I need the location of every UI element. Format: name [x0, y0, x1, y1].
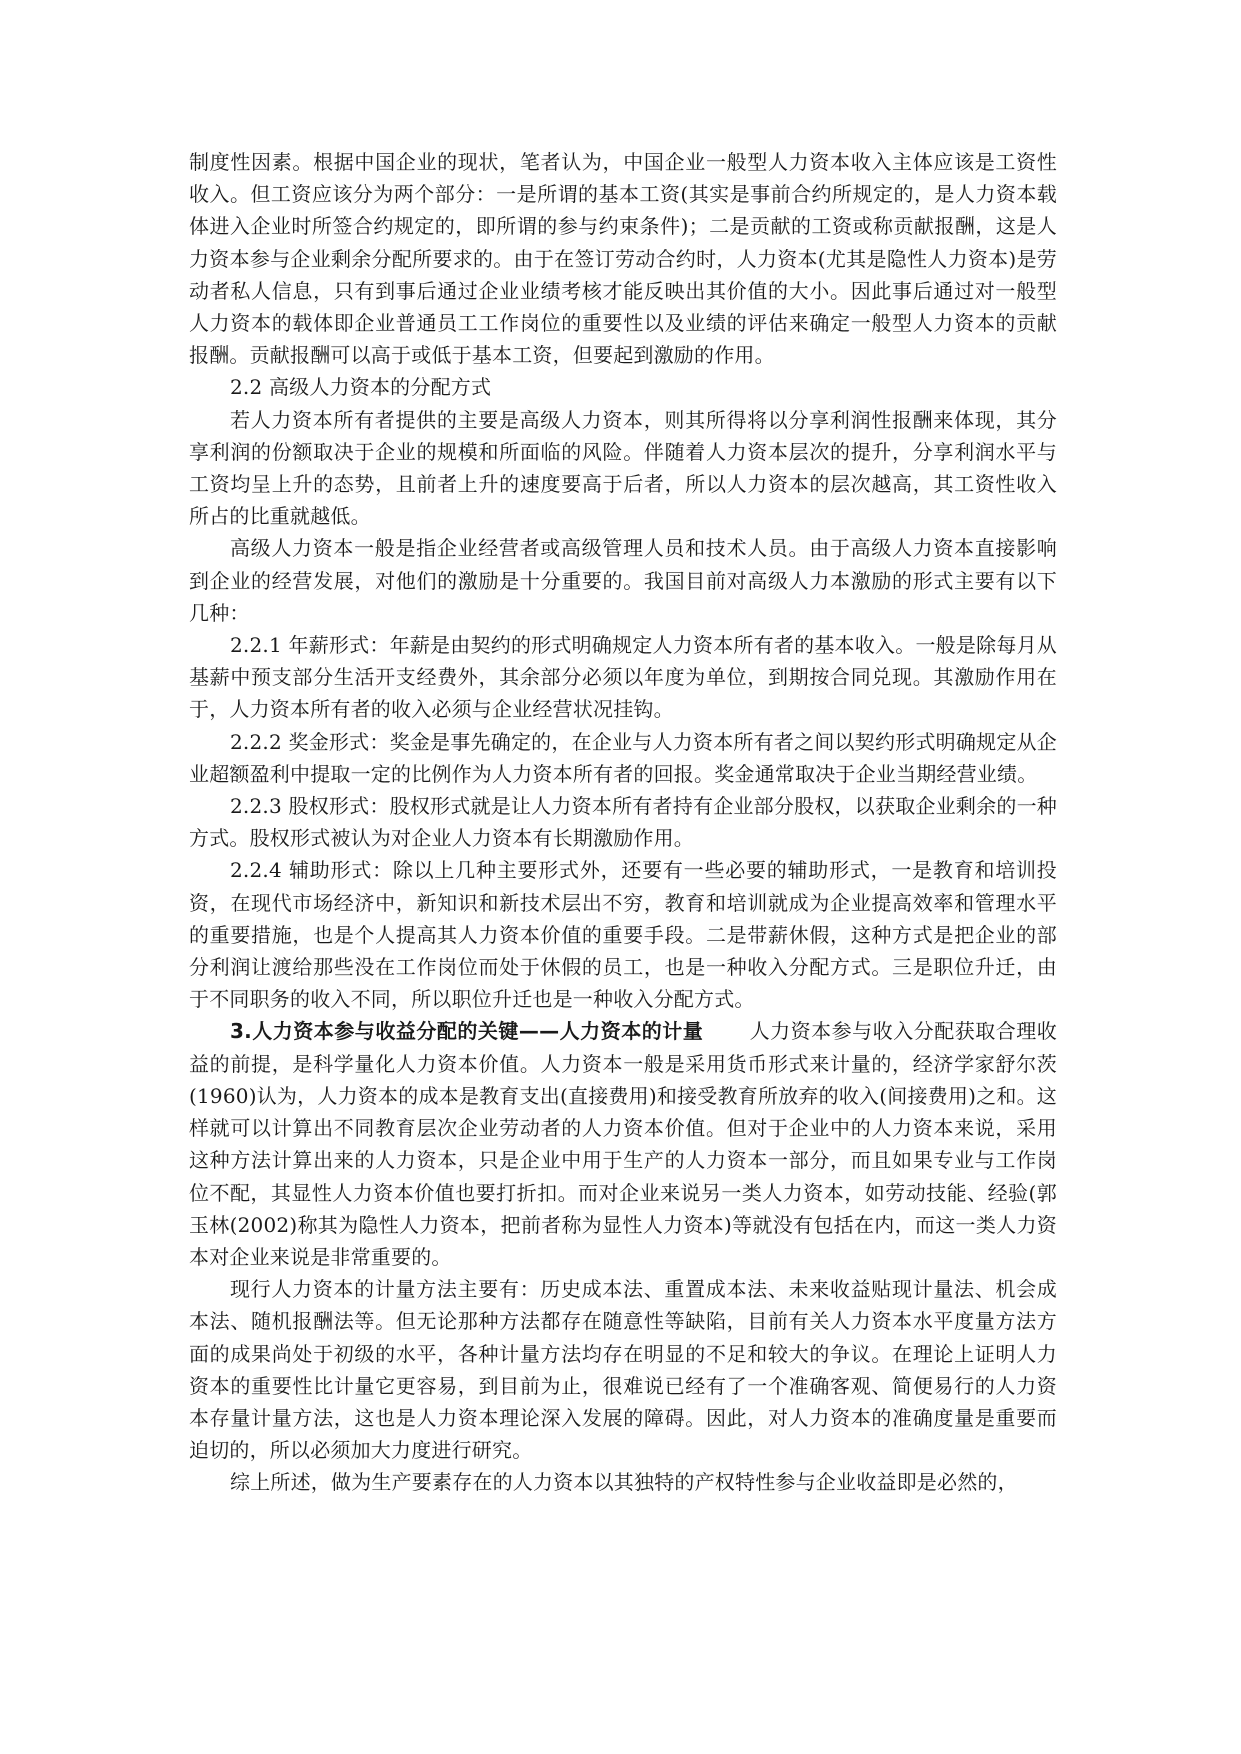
paragraph-senior-capital: 高级人力资本一般是指企业经营者或高级管理人员和技术人员。由于高级人力资本直接影响到企业的经营发展，对他们的激励是十分重要的。我国目前对高级人力本激励的形式主要有以下几种：: [189, 536, 1057, 625]
paragraph-conclusion: 综上所述，做为生产要素存在的人力资本以其独特的产权特性参与企业收益即是必然的，: [230, 1470, 1018, 1495]
paragraph-wage-income: 制度性因素。根据中国企业的现状，笔者认为，中国企业一般型人力资本收入主体应该是工资性收入。但工资应该分为两个部分：一是所谓的基本工资(其实是事前合约所规定的，是人力资本载体进入企业时所签合约规定的，即所谓的参与约束条件)；二是贡献的工资或称贡献报酬，这是人力资本参与企业剩余分配所要求的。由于在签订劳动合约时，人力资本(尤其是隐性人力资本)是劳动者私人信息，只有到事后通过企业业绩考核才能反映出其价值的大小。因此事后通过对一般型人力资本的载体即企业普通员工工作岗位的重要性以及业绩的评估来确定一般型人力资本的贡献报酬。贡献报酬可以高于或低于基本工资，但要起到激励的作用。: [189, 150, 1057, 368]
section-3-body: 人力资本参与收入分配获取合理收益的前提，是科学量化人力资本价值。人力资本一般是采用货币形式来计量的，经济学家舒尔茨(1960)认为，人力资本的成本是教育支出(直接费用)和接受教育所放弃的收入(间接费用)之和。这样就可以计算出不同教育层次企业劳动者的人力资本价值。但对于企业中的人力资本来说，采用这种方法计算出来的人力资本，只是企业中用于生产的人力资本一部分，而且如果专业与工作岗位不配，其显性人力资本价值也要打折扣。而对企业来说另一类人力资本，如劳动技能、经验(郭玉林(2002)称其为隐性人力资本，把前者称为显性人力资本)等就没有包括在内，而这一类人力资本对企业来说是非常重要的。: [189, 1019, 1057, 1269]
section-heading-2-2: 2.2 高级人力资本的分配方式: [230, 375, 492, 400]
section-3-paragraph: [189, 1015, 1057, 1273]
paragraph-annual-salary: 2.2.1 年薪形式：年薪是由契约的形式明确规定人力资本所有者的基本收入。一般是除每月从基薪中预支部分生活开支经费外，其余部分必须以年度为单位，到期按合同兑现。其激励作用在于，人力资本所有者的收入必须与企业经营状况挂钩。: [189, 633, 1057, 722]
paragraph-equity: 2.2.3 股权形式：股权形式就是让人力资本所有者持有企业部分股权，以获取企业剩余的一种方式。股权形式被认为对企业人力资本有长期激励作用。: [189, 794, 1057, 851]
section-heading-3: 3.人力资本参与收益分配的关键——人力资本的计量: [230, 1019, 704, 1044]
paragraph-auxiliary: 2.2.4 辅助形式：除以上几种主要形式外，还要有一些必要的辅助形式，一是教育和培训投资，在现代市场经济中，新知识和新技术层出不穷，教育和培训就成为企业提高效率和管理水平的重要措施，也是个人提高其人力资本价值的重要手段。二是带薪休假，这种方式是把企业的部分利润让渡给那些没在工作岗位而处于休假的员工，也是一种收入分配方式。三是职位升迁，由于不同职务的收入不同，所以职位升迁也是一种收入分配方式。: [189, 858, 1057, 1012]
paragraph-measurement-methods: 现行人力资本的计量方法主要有：历史成本法、重置成本法、未来收益贴现计量法、机会成本法、随机报酬法等。但无论那种方法都存在随意性等缺陷，目前有关人力资本水平度量方法方面的成果尚处于初级的水平，各种计量方法均存在明显的不足和较大的争议。在理论上证明人力资本的重要性比计量它更容易，到目前为止，很难说已经有了一个准确客观、简便易行的人力资本存量计量方法，这也是人力资本理论深入发展的障碍。因此，对人力资本的准确度量是重要而迫切的，所以必须加大力度进行研究。: [189, 1277, 1057, 1463]
paragraph-bonus: 2.2.2 奖金形式：奖金是事先确定的，在企业与人力资本所有者之间以契约形式明确规定从企业超额盈利中提取一定的比例作为人力资本所有者的回报。奖金通常取决于企业当期经营业绩。: [189, 729, 1057, 786]
document-page: [189, 146, 1057, 1499]
paragraph-profit-sharing: 若人力资本所有者提供的主要是高级人力资本，则其所得将以分享利润性报酬来体现，其分享利润的份额取决于企业的规模和所面临的风险。伴随着人力资本层次的提升，分享利润水平与工资均呈上升的态势，且前者上升的速度要高于后者，所以人力资本的层次越高，其工资性收入所占的比重就越低。: [189, 407, 1057, 529]
